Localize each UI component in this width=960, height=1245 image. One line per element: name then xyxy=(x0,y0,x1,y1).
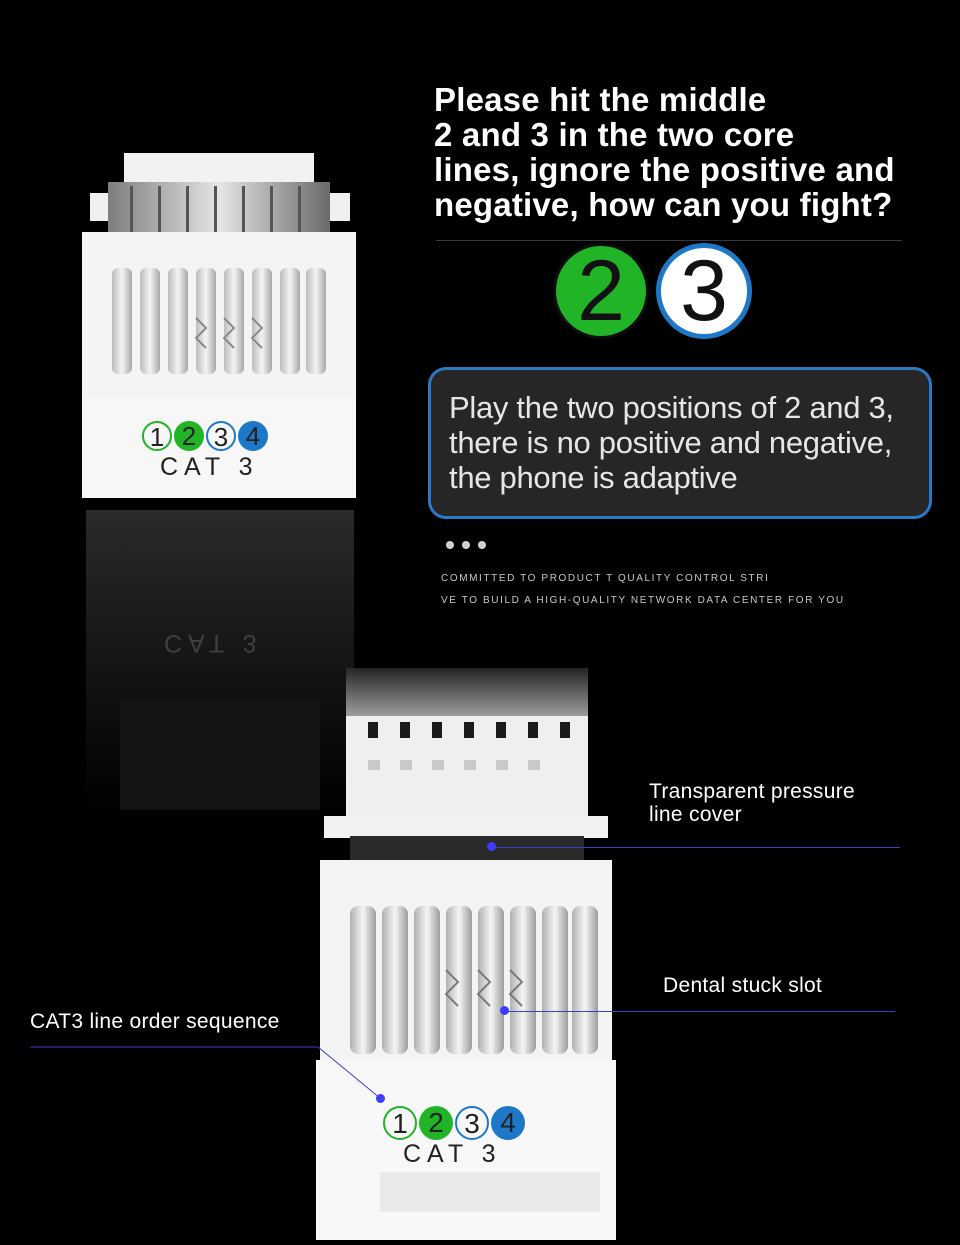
headline-line-4: negative, how can you fight? xyxy=(434,186,893,223)
callout-line-order-dot xyxy=(376,1094,385,1103)
info-line-3: the phone is adaptive xyxy=(449,460,738,495)
label-circle-1: 1 xyxy=(142,421,172,451)
dot-icon xyxy=(478,541,486,549)
info-line-1: Play the two positions of 2 and 3, xyxy=(449,390,894,425)
callout-pressure-line xyxy=(492,847,900,848)
callout-pressure-dot xyxy=(487,842,496,851)
callout-line-order: CAT3 line order sequence xyxy=(30,1010,280,1033)
headline-line-2: 2 and 3 in the two core xyxy=(434,116,795,153)
bottom-circle-1: 1 xyxy=(383,1106,417,1140)
badge-three: 3 xyxy=(656,243,752,339)
bottom-circle-2: 2 xyxy=(419,1106,453,1140)
label-circle-2: 2 xyxy=(174,421,204,451)
headline-line-3: lines, ignore the positive and xyxy=(434,151,895,188)
headline-line-1: Please hit the middle xyxy=(434,81,767,118)
bottom-circle-4: 4 xyxy=(491,1106,525,1140)
bottom-product-label xyxy=(383,1106,563,1169)
callout-line-order-line xyxy=(30,1040,390,1110)
label-cat: CAT 3 xyxy=(160,453,259,481)
headline xyxy=(434,82,934,222)
tagline-line-1: COMMITTED TO PRODUCT T QUALITY CONTROL STRI xyxy=(441,573,770,584)
label-circle-3: 3 xyxy=(206,421,236,451)
top-product-label xyxy=(142,421,302,482)
badge-two: 2 xyxy=(553,243,649,339)
bottom-label-cat: CAT 3 xyxy=(403,1140,502,1168)
divider xyxy=(436,240,902,241)
label-circle-4: 4 xyxy=(238,421,268,451)
dot-icon xyxy=(446,541,454,549)
callout-pressure-line-2: line cover xyxy=(649,803,742,826)
tagline-line-2: VE TO BUILD A HIGH-QUALITY NETWORK DATA CENTER FOR YOU xyxy=(441,595,845,606)
callout-dental-line xyxy=(505,1011,895,1012)
ellipsis-dots xyxy=(446,541,486,549)
bottom-circle-3: 3 xyxy=(455,1106,489,1140)
info-line-2: there is no positive and negative, xyxy=(449,425,893,460)
callout-pressure-line-1: Transparent pressure xyxy=(649,780,855,803)
reflected-label: CAT 3 xyxy=(164,629,263,657)
callout-dental: Dental stuck slot xyxy=(663,974,823,997)
callout-dental-dot xyxy=(500,1006,509,1015)
callout-pressure xyxy=(649,780,855,826)
dot-icon xyxy=(462,541,470,549)
info-box xyxy=(428,367,932,519)
